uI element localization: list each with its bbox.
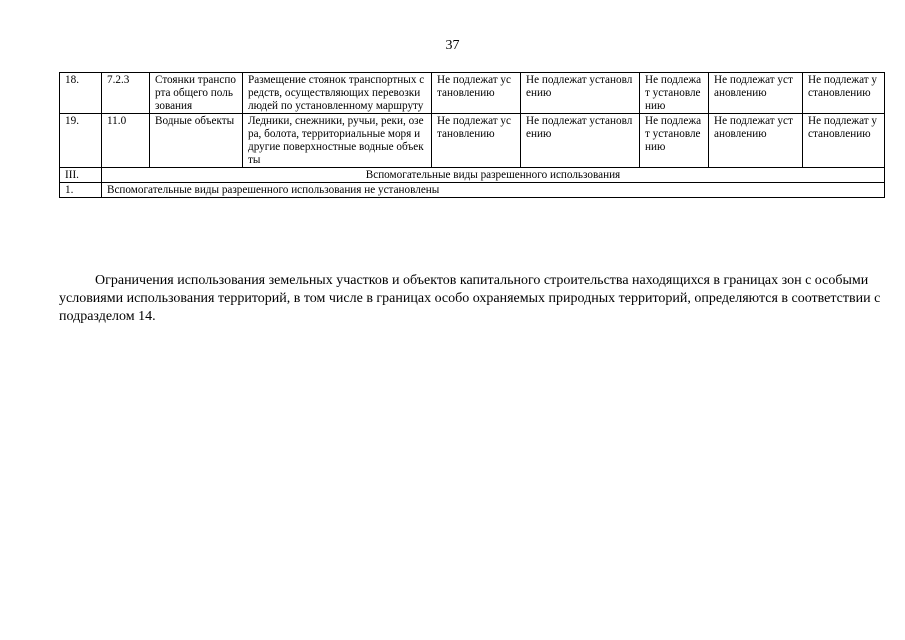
parameter-cell: Не подлежат установлению	[803, 114, 885, 168]
parameter-cell: Не подлежат установлению	[640, 114, 709, 168]
row-number: 18.	[60, 73, 102, 114]
land-use-table	[59, 72, 885, 198]
parameter-cell: Не подлежат установлению	[432, 73, 521, 114]
section-row	[60, 168, 885, 183]
table-row	[60, 114, 885, 168]
note-number: 1.	[60, 183, 102, 198]
parameter-cell: Не подлежат установлению	[803, 73, 885, 114]
use-description: Ледники, снежники, ручьи, реки, озера, болота, территориальные моря и другие поверхностные водные объекты	[243, 114, 432, 168]
body-paragraph: Ограничения использования земельных участков и объектов капитального строительства находящихся в границах зон с особыми условиями использования территорий, в том числе в границах особо охраняемых природных территорий, определяются в соответствии с подразделом 14.	[59, 273, 881, 324]
use-name: Стоянки транспорта общего пользования	[150, 73, 243, 114]
section-number: III.	[60, 168, 102, 183]
parameter-cell: Не подлежат установлению	[709, 114, 803, 168]
parameter-cell: Не подлежат установлению	[521, 114, 640, 168]
parameter-cell: Не подлежат установлению	[709, 73, 803, 114]
use-code: 11.0	[102, 114, 150, 168]
parameter-cell: Не подлежат установлению	[432, 114, 521, 168]
use-name: Водные объекты	[150, 114, 243, 168]
parameter-cell: Не подлежат установлению	[640, 73, 709, 114]
use-description: Размещение стоянок транспортных средств, осуществляющих перевозки людей по установленному маршруту	[243, 73, 432, 114]
table-row	[60, 73, 885, 114]
parameter-cell: Не подлежат установлению	[521, 73, 640, 114]
row-number: 19.	[60, 114, 102, 168]
note-row	[60, 183, 885, 198]
use-code: 7.2.3	[102, 73, 150, 114]
section-title: Вспомогательные виды разрешенного использования	[102, 168, 885, 183]
page-number: 37	[445, 38, 460, 53]
note-text: Вспомогательные виды разрешенного использования не установлены	[102, 183, 885, 198]
